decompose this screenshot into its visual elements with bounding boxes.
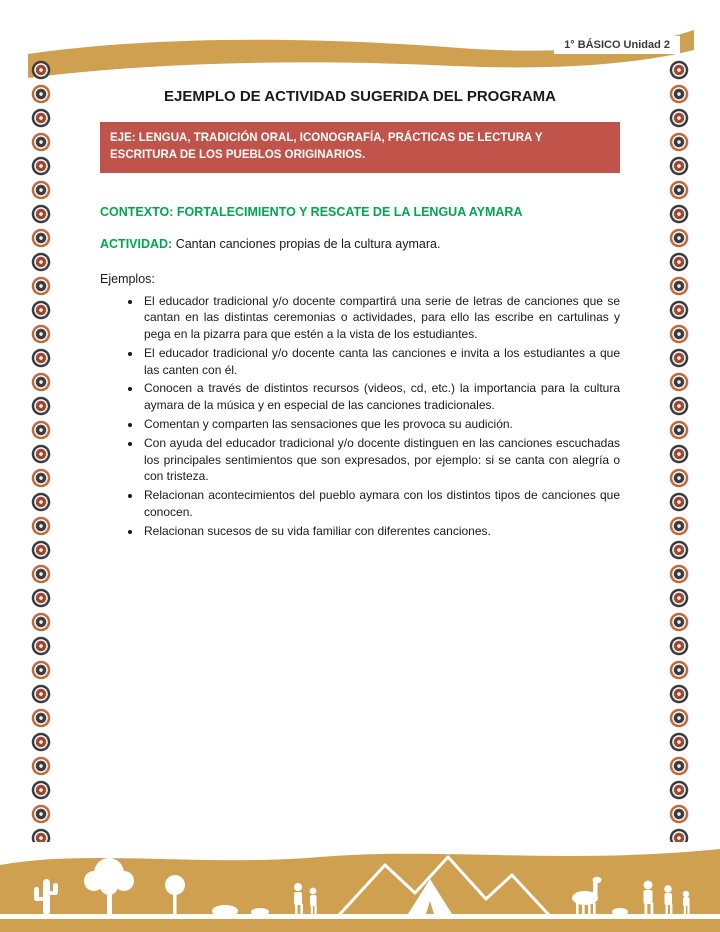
footer-illustration bbox=[0, 837, 720, 932]
list-item: • El educador tradicional y/o docente compartirá una serie de letras de canciones que se cantan en las distintas ceremonias o actividades, para ello las escribe en cartulinas y pega en la pizarra para que estén a la vista de los estudiantes. bbox=[142, 293, 620, 343]
eje-banner: EJE: LENGUA, TRADICIÓN ORAL, ICONOGRAFÍA, PRÁCTICAS DE LECTURA Y ESCRITURA DE LOS PUEBLOS ORIGINARIOS. bbox=[100, 122, 620, 173]
contexto-heading: CONTEXTO: FORTALECIMIENTO Y RESCATE DE LA LENGUA AYMARA bbox=[100, 204, 523, 219]
actividad-label: ACTIVIDAD: bbox=[100, 236, 173, 251]
list-item: • Relacionan acontecimientos del pueblo aymara con los distintos tipos de canciones que conocen. bbox=[142, 487, 620, 521]
actividad-line bbox=[100, 237, 620, 251]
list-item: • Con ayuda del educador tradicional y/o docente distinguen en las canciones escuchadas los principales sentimientos que son expresados, por ejemplo: si se canta con alegría o con tristeza. bbox=[142, 435, 620, 485]
list-item: • Conocen a través de distintos recursos (videos, cd, etc.) la importancia para la cultura aymara de la música y en especial de las canciones tradicionales. bbox=[142, 380, 620, 414]
ejemplos-list bbox=[100, 293, 620, 540]
bird-icon bbox=[520, 846, 562, 855]
unit-badge: 1° BÁSICO Unidad 2 bbox=[554, 36, 680, 54]
right-ornamental-border bbox=[668, 58, 690, 842]
ejemplos-label: Ejemplos: bbox=[100, 271, 155, 286]
list-item: • El educador tradicional y/o docente canta las canciones e invita a los estudiantes a que las canten con él. bbox=[142, 345, 620, 379]
main-content bbox=[100, 88, 620, 542]
actividad-text: Cantan canciones propias de la cultura aymara. bbox=[175, 236, 441, 251]
page-title: EJEMPLO DE ACTIVIDAD SUGERIDA DEL PROGRAMA bbox=[164, 88, 556, 105]
list-item: • Comentan y comparten las sensaciones que les provoca su audición. bbox=[142, 416, 620, 433]
list-item: • Relacionan sucesos de su vida familiar con diferentes canciones. bbox=[142, 523, 620, 540]
left-ornamental-border bbox=[30, 58, 52, 842]
